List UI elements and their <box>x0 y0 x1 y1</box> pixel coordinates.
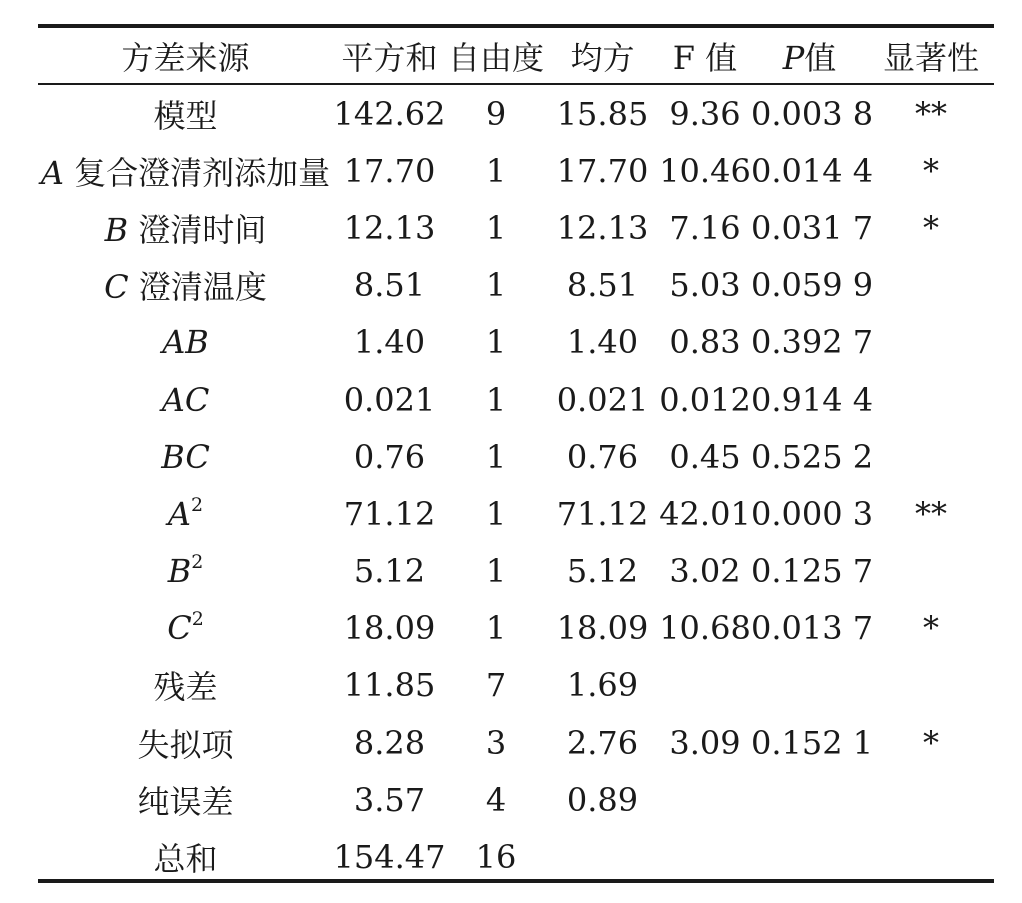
col-header-significance: 显著性 <box>882 38 979 77</box>
col-header-source: 方差来源 <box>121 38 250 77</box>
p-header-label: 值 <box>804 38 837 77</box>
f-value-cell <box>659 771 751 828</box>
mean-square-cell: 15.85 <box>556 94 649 133</box>
table-row <box>38 428 994 485</box>
anova-table <box>38 28 994 886</box>
p-symbol: P <box>782 38 805 77</box>
factor-symbol: BC <box>161 437 210 476</box>
table-row <box>38 314 994 371</box>
mean-square-cell <box>546 828 659 885</box>
table-row <box>38 543 994 600</box>
significance-cell: * <box>923 723 939 762</box>
significance-cell <box>868 428 994 485</box>
source-cell <box>38 83 333 142</box>
df-cell: 1 <box>485 437 507 476</box>
sum-of-squares-cell: 71.12 <box>343 494 436 533</box>
f-value-cell: 10.68 <box>659 609 751 648</box>
f-value-cell: 3.02 <box>669 552 741 591</box>
f-value-cell: 9.36 <box>669 94 741 133</box>
table-row <box>38 771 994 828</box>
significance-cell <box>868 828 994 885</box>
p-value-cell <box>751 828 868 885</box>
significance-cell: ** <box>915 494 947 533</box>
significance-cell: * <box>923 208 939 247</box>
f-value-cell: 0.83 <box>669 323 741 362</box>
df-cell: 16 <box>475 838 517 877</box>
source-cell <box>38 714 333 771</box>
col-header-df: 自由度 <box>447 38 544 77</box>
f-value-cell: 7.16 <box>669 208 741 247</box>
source-cell <box>38 828 333 885</box>
p-value-cell: 0.013 7 <box>751 609 874 648</box>
table-row <box>38 142 994 199</box>
significance-cell <box>868 371 994 428</box>
exponent: 2 <box>191 608 204 631</box>
source-label: 模型 <box>153 96 218 135</box>
df-cell: 1 <box>485 380 507 419</box>
source-label: 失拟项 <box>137 725 234 764</box>
f-value-cell: 10.46 <box>659 151 751 190</box>
sum-of-squares-cell: 8.51 <box>353 266 426 305</box>
header-row <box>38 28 994 83</box>
sum-of-squares-cell: 1.40 <box>353 323 426 362</box>
significance-cell <box>868 314 994 371</box>
p-value-cell: 0.152 1 <box>751 723 874 762</box>
sum-of-squares-cell: 18.09 <box>343 609 436 648</box>
sum-of-squares-cell: 3.57 <box>353 780 426 819</box>
table-row <box>38 257 994 314</box>
exponent: 2 <box>191 493 204 516</box>
f-value-cell: 0.012 <box>659 380 751 419</box>
table-row <box>38 371 994 428</box>
source-label: 总和 <box>153 840 218 879</box>
sum-of-squares-cell: 0.76 <box>353 437 426 476</box>
mean-square-cell: 17.70 <box>556 151 649 190</box>
p-value-cell: 0.014 4 <box>751 151 874 190</box>
f-value-cell <box>659 657 751 714</box>
df-cell: 1 <box>485 266 507 305</box>
col-header-sum-of-squares: 平方和 <box>341 38 438 77</box>
p-value-cell: 0.914 4 <box>751 380 874 419</box>
source-label: 纯误差 <box>137 782 234 821</box>
df-cell: 7 <box>485 666 507 705</box>
table-row <box>38 714 994 771</box>
mean-square-cell: 71.12 <box>556 494 649 533</box>
df-cell: 1 <box>485 208 507 247</box>
f-value-cell: 0.45 <box>669 437 741 476</box>
source-cell <box>38 485 333 542</box>
p-value-cell <box>751 771 868 828</box>
factor-symbol: AC <box>161 380 210 419</box>
factor-symbol: A <box>167 494 191 533</box>
p-value-cell: 0.059 9 <box>751 266 874 305</box>
df-cell: 9 <box>485 94 507 133</box>
table-row <box>38 600 994 657</box>
source-cell <box>38 543 333 600</box>
source-cell <box>38 257 333 314</box>
factor-symbol: B <box>167 552 192 591</box>
sum-of-squares-cell: 5.12 <box>353 552 426 591</box>
source-cell <box>38 371 333 428</box>
source-cell <box>38 600 333 657</box>
mean-square-cell: 18.09 <box>556 609 649 648</box>
factor-symbol: A <box>40 153 64 192</box>
table-row <box>38 657 994 714</box>
p-value-cell: 0.003 8 <box>751 94 874 133</box>
factor-symbol: B <box>104 210 129 249</box>
table-row <box>38 485 994 542</box>
f-value-cell: 3.09 <box>669 723 741 762</box>
df-cell: 3 <box>485 723 507 762</box>
col-header-f-value: F 值 <box>672 38 738 77</box>
table-row <box>38 199 994 256</box>
exponent: 2 <box>191 551 204 574</box>
table-body <box>38 83 994 886</box>
factor-symbol: C <box>104 268 129 307</box>
source-cell <box>38 314 333 371</box>
mean-square-cell: 0.021 <box>556 380 649 419</box>
sum-of-squares-cell: 11.85 <box>343 666 436 705</box>
significance-cell <box>868 771 994 828</box>
significance-cell <box>868 543 994 600</box>
mean-square-cell: 1.40 <box>566 323 639 362</box>
significance-cell: ** <box>915 94 947 133</box>
mean-square-cell: 5.12 <box>566 552 639 591</box>
df-cell: 1 <box>485 494 507 533</box>
sum-of-squares-cell: 8.28 <box>353 723 426 762</box>
mean-square-cell: 12.13 <box>556 208 649 247</box>
f-value-cell: 42.01 <box>659 494 751 533</box>
p-value-cell: 0.031 7 <box>751 208 874 247</box>
significance-cell <box>868 657 994 714</box>
df-cell: 4 <box>485 780 507 819</box>
df-cell: 1 <box>485 151 507 190</box>
source-label: 澄清时间 <box>138 210 267 249</box>
mean-square-cell: 8.51 <box>566 266 639 305</box>
f-value-cell <box>659 828 751 885</box>
sum-of-squares-cell: 0.021 <box>343 380 436 419</box>
factor-symbol: C <box>167 609 192 648</box>
mean-square-cell: 0.89 <box>566 780 639 819</box>
mean-square-cell: 2.76 <box>566 723 639 762</box>
source-label: 复合澄清剂添加量 <box>74 153 331 192</box>
col-header-p-value <box>751 28 868 83</box>
source-cell <box>38 657 333 714</box>
sum-of-squares-cell: 12.13 <box>343 208 436 247</box>
significance-cell <box>868 257 994 314</box>
source-cell <box>38 428 333 485</box>
df-cell: 1 <box>485 323 507 362</box>
source-label: 残差 <box>153 668 218 707</box>
df-cell: 1 <box>485 609 507 648</box>
sum-of-squares-cell: 154.47 <box>333 838 446 877</box>
source-cell <box>38 771 333 828</box>
significance-cell: * <box>923 609 939 648</box>
sum-of-squares-cell: 17.70 <box>343 151 436 190</box>
f-value-cell: 5.03 <box>669 266 741 305</box>
col-header-mean-square: 均方 <box>570 38 635 77</box>
p-value-cell: 0.000 3 <box>751 494 874 533</box>
table-row <box>38 83 994 142</box>
mean-square-cell: 0.76 <box>566 437 639 476</box>
factor-symbol: AB <box>162 323 209 362</box>
source-label: 澄清温度 <box>138 268 267 307</box>
source-cell <box>38 199 333 256</box>
p-value-cell <box>751 657 868 714</box>
p-value-cell: 0.392 7 <box>751 323 874 362</box>
df-cell: 1 <box>485 552 507 591</box>
sum-of-squares-cell: 142.62 <box>333 94 446 133</box>
p-value-cell: 0.525 2 <box>751 437 874 476</box>
table-row <box>38 828 994 885</box>
source-cell <box>38 142 333 199</box>
mean-square-cell: 1.69 <box>566 666 639 705</box>
significance-cell: * <box>923 151 939 190</box>
p-value-cell: 0.125 7 <box>751 552 874 591</box>
